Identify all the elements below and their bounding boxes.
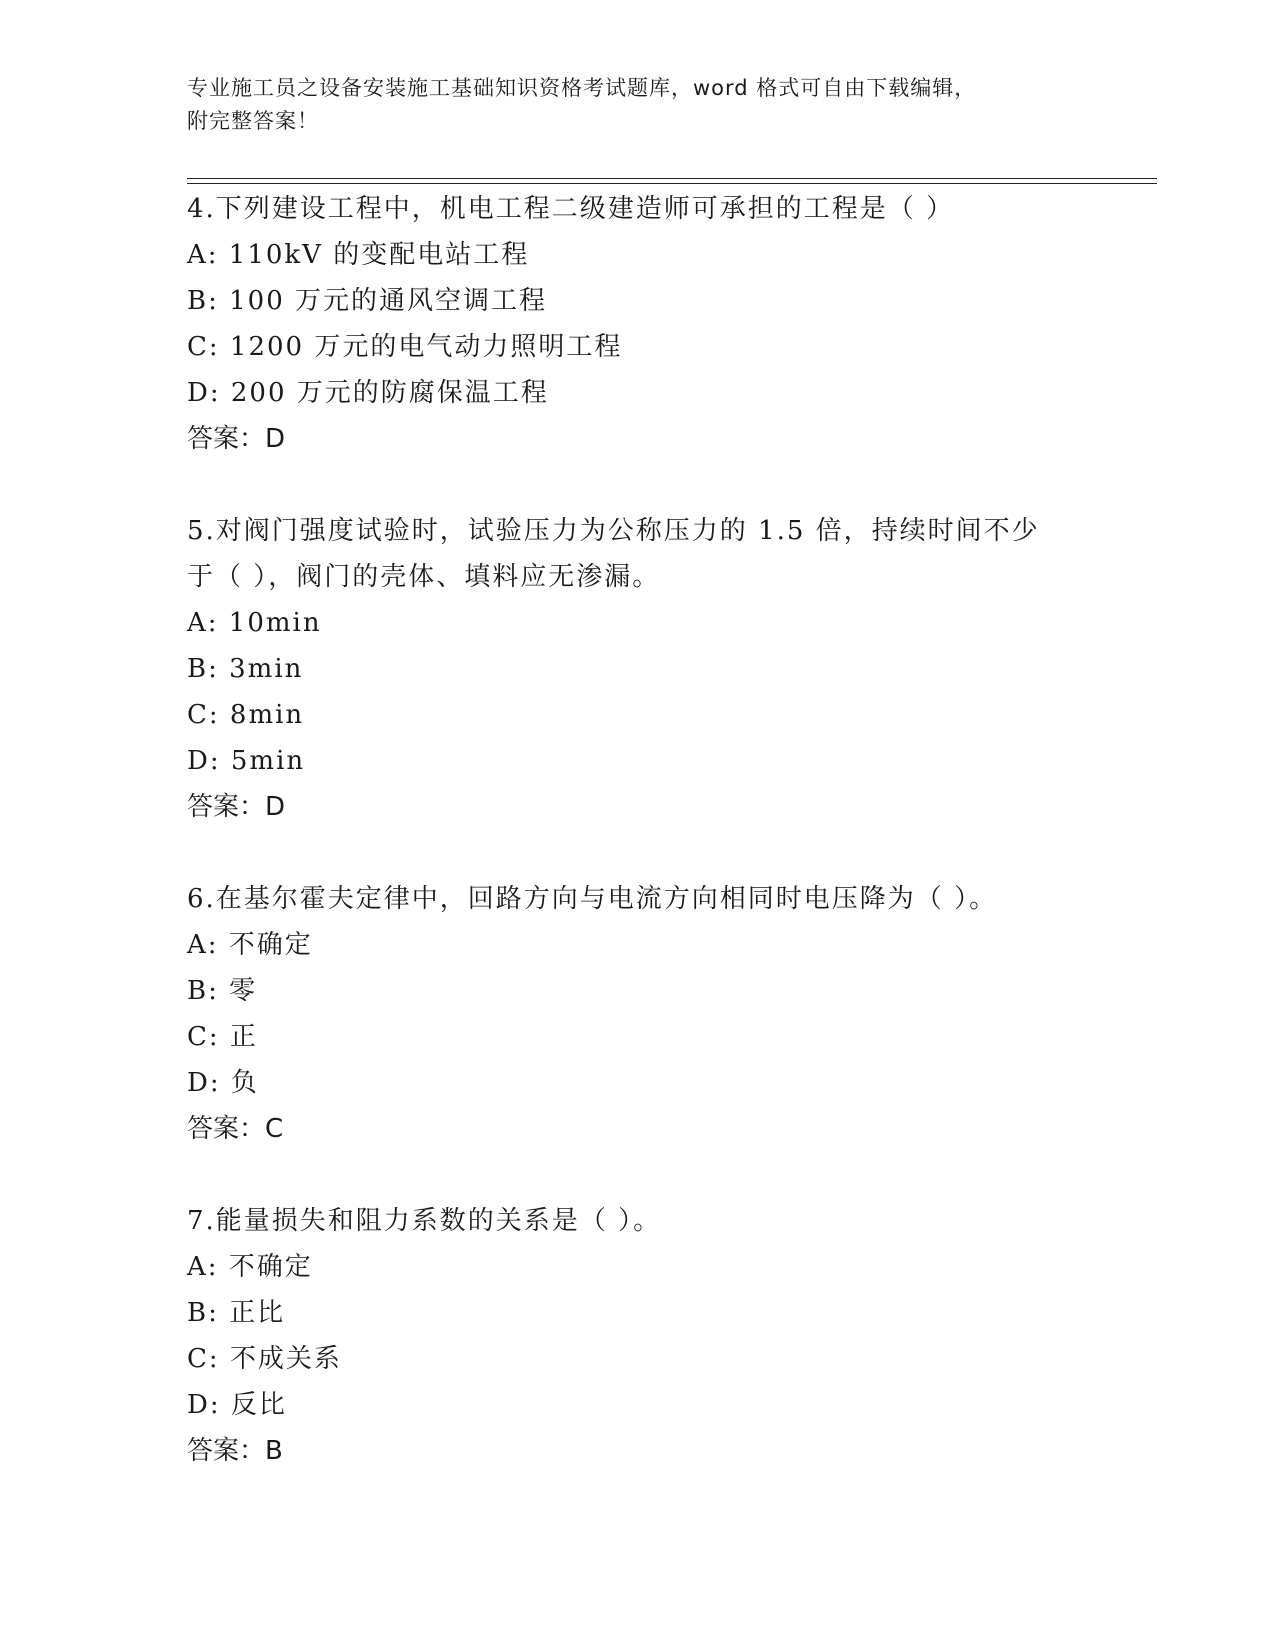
option-a: A: 不确定 [187,1252,313,1282]
option-a: A: 110kV 的变配电站工程 [187,240,530,270]
document-header [187,72,1087,138]
option-a: A: 10min [187,608,322,638]
header-line-2: 附完整答案！ [187,109,319,133]
answer-line: 答案：C [187,1114,284,1144]
question-stem: 5.对阀门强度试验时，试验压力为公称压力的 1.5 倍，持续时间不少于（ ），阀门的壳体、填料应无渗漏。 [187,516,1040,592]
question-7 [187,1198,1067,1474]
answer-line: 答案：B [187,1436,283,1466]
question-list [187,186,1067,1520]
option-d: D: 负 [187,1068,259,1098]
option-d: D: 200 万元的防腐保温工程 [187,378,549,408]
header-divider-bottom [187,183,1157,184]
option-b: B: 3min [187,654,304,684]
header-divider-top [187,178,1157,179]
question-6 [187,876,1067,1152]
option-c: C: 不成关系 [187,1344,342,1374]
question-stem: 7.能量损失和阻力系数的关系是（ ）。 [187,1206,662,1236]
option-b: B: 零 [187,976,258,1006]
answer-line: 答案：D [187,424,286,454]
option-d: D: 5min [187,746,306,776]
option-b: B: 100 万元的通风空调工程 [187,286,548,316]
header-line-1: 专业施工员之设备安装施工基础知识资格考试题库，word 格式可自由下载编辑， [187,76,977,100]
question-5 [187,508,1067,830]
option-c: C: 1200 万元的电气动力照明工程 [187,332,623,362]
option-b: B: 正比 [187,1298,286,1328]
option-d: D: 反比 [187,1390,287,1420]
answer-line: 答案：D [187,792,286,822]
question-4 [187,186,1067,462]
question-stem: 4.下列建设工程中，机电工程二级建造师可承担的工程是（ ） [187,194,955,224]
option-c: C: 8min [187,700,305,730]
question-stem: 6.在基尔霍夫定律中，回路方向与电流方向相同时电压降为（ ）。 [187,884,998,914]
option-a: A: 不确定 [187,930,313,960]
option-c: C: 正 [187,1022,258,1052]
